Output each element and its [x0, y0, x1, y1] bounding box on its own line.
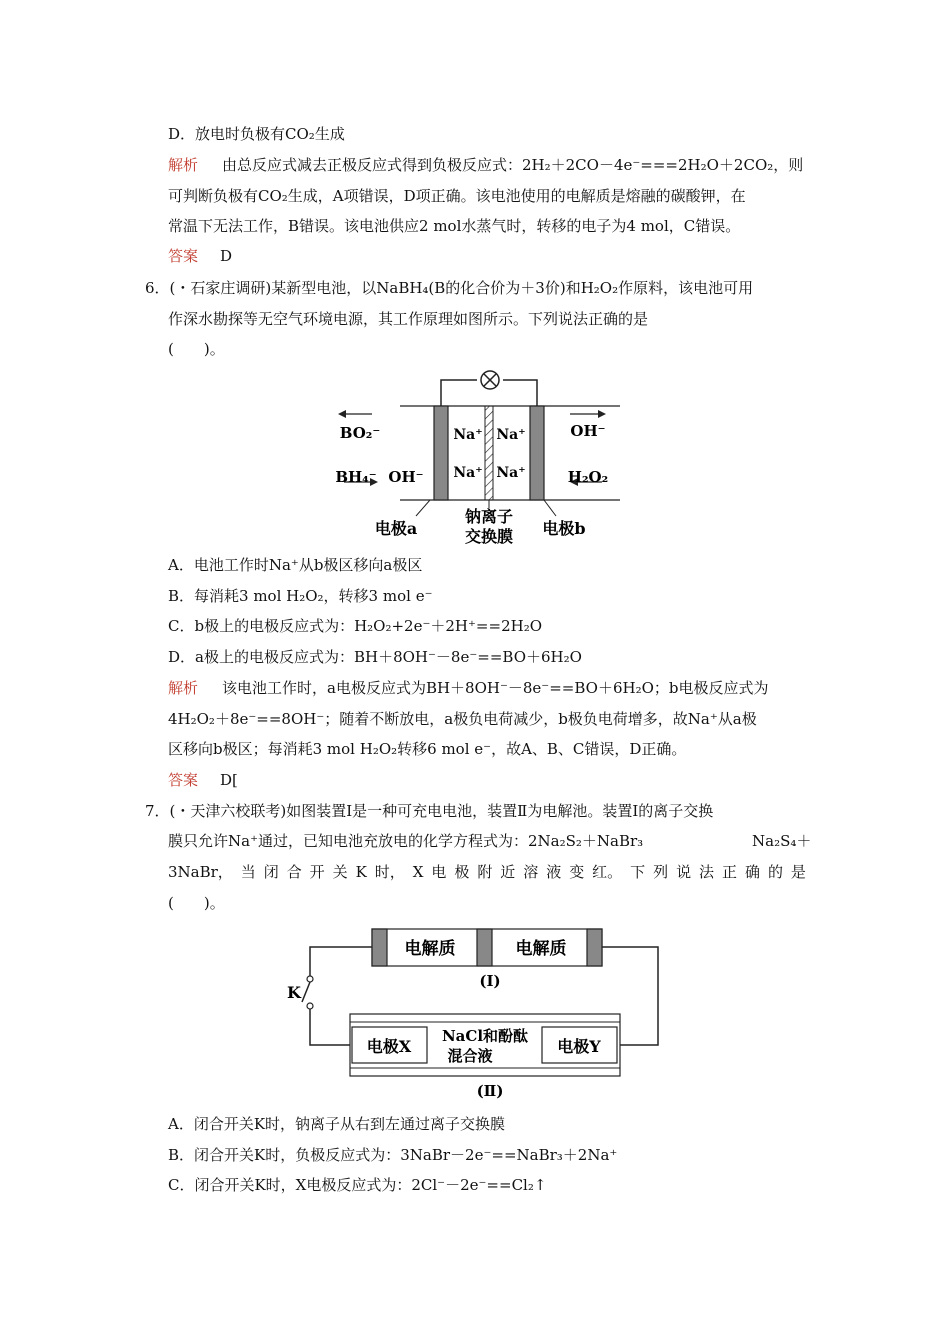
- na-ion-label: Na⁺: [496, 427, 526, 443]
- electrode-a-label: 电极a: [374, 519, 418, 538]
- word: 溶: [523, 863, 539, 881]
- q6-stem-line: ( )。: [168, 340, 225, 358]
- word: 电: [431, 863, 447, 881]
- word: 附: [477, 863, 493, 881]
- word: 开: [309, 863, 325, 881]
- na-ion-label: Na⁺: [496, 465, 526, 481]
- word: 时，: [374, 863, 405, 881]
- q6-option: B．每消耗3 mol H₂O₂，转移3 mol e⁻: [168, 587, 433, 605]
- q5-analysis-line: 可判断负极有CO₂生成，A项错误，D项正确。该电池使用的电解质是熔融的碳酸钾，在: [168, 187, 746, 205]
- q7-option: B．闭合开关K时，负极反应式为：3NaBr－2e⁻==NaBr₃＋2Na⁺: [168, 1146, 618, 1164]
- q6-option: C．b极上的电极反应式为：H₂O₂+2e⁻＋2H⁺==2H₂O: [168, 617, 543, 635]
- q6-analysis-line: 4H₂O₂＋8e⁻==8OH⁻；随着不断放电，a极负电荷减少，b极负电荷增多，故Na⁺从a极: [168, 710, 757, 728]
- q6-option: D．a极上的电极反应式为：BH＋8OH⁻－8e⁻==BO＋6H₂O: [168, 648, 582, 666]
- left-oh-ion: OH⁻: [388, 468, 424, 486]
- q5-answer-label: 答案: [168, 247, 199, 265]
- membrane-bar: [485, 406, 493, 500]
- electrode-y-label: 电极Y: [557, 1037, 601, 1056]
- word: 确: [744, 863, 760, 881]
- na-ion-label: Na⁺: [453, 427, 483, 443]
- q6-battery-diagram: [330, 370, 630, 550]
- q7-option: A．闭合开关K时，钠离子从右到左通过离子交换膜: [168, 1115, 506, 1133]
- lamp-icon: [481, 371, 499, 389]
- q6-analysis-line: 该电池工作时，a电极反应式为BH＋8OH⁻－8e⁻==BO＋6H₂O；b电极反应式为: [222, 679, 769, 697]
- electrolyte-right-label: 电解质: [515, 939, 567, 959]
- q6-answer: D[: [220, 771, 238, 789]
- electrode-b-bar: [530, 406, 544, 500]
- q6-answer-label: 答案: [168, 771, 199, 789]
- word: 法: [699, 863, 715, 881]
- q6-analysis-line: 区移向b极区；每消耗3 mol H₂O₂转移6 mol e⁻，故A、B、C错误，D正确。: [168, 740, 687, 758]
- word: X: [412, 863, 424, 881]
- q7-stem-line: ( )。: [168, 894, 225, 912]
- q6-analysis-label: 解析: [168, 679, 199, 697]
- q6-stem-line: 作深水勘探等无空气环境电源，其工作原理如图所示。下列说法正确的是: [168, 310, 649, 328]
- q7-stem-line3: [168, 862, 806, 882]
- word: 正: [722, 863, 738, 881]
- q5-answer: D: [220, 247, 233, 265]
- q7-stem-line: 膜只允许Na⁺通过，已知电池充放电的化学方程式为：2Na₂S₂＋NaBr₃: [168, 832, 644, 850]
- left-bottom-ion: BH₄⁻: [335, 468, 377, 486]
- electrode-b-label: 电极b: [542, 519, 586, 538]
- membrane-label-line2: 交换膜: [464, 527, 514, 546]
- electrode-x-label: 电极X: [366, 1037, 412, 1056]
- right-top-ion: OH⁻: [570, 422, 606, 440]
- word: K: [355, 863, 367, 881]
- word: 液: [546, 863, 562, 881]
- word: 当: [240, 863, 256, 881]
- word: 闭: [263, 863, 279, 881]
- q6-option: A．电池工作时Na⁺从b极区移向a极区: [168, 556, 423, 574]
- solution-label-line2: 混合液: [447, 1047, 493, 1065]
- membrane-label-line1: 钠离子: [464, 507, 514, 526]
- word: 关: [332, 863, 348, 881]
- switch-k-label: K: [287, 983, 301, 1002]
- switch-k-icon: [302, 976, 313, 1009]
- device-2-label: (Ⅱ): [476, 1082, 504, 1100]
- q6-stem-line: 6．(・石家庄调研)某新型电池，以NaBH₄(B的化合价为＋3价)和H₂O₂作原料，该电池可用: [145, 279, 754, 297]
- word: 列: [653, 863, 669, 881]
- electrode-a-bar: [434, 406, 448, 500]
- word: 下: [630, 863, 646, 881]
- word: 变: [569, 863, 585, 881]
- q5-analysis-line: 由总反应式减去正极反应式得到负极反应式：2H₂＋2CO－4e⁻===2H₂O＋2CO₂，则: [222, 156, 804, 174]
- na-ion-label: Na⁺: [453, 465, 483, 481]
- right-bottom-ion: H₂O₂: [567, 468, 609, 486]
- word: 是: [790, 863, 806, 881]
- word: 红。: [592, 863, 623, 881]
- electrolyte-left-label: 电解质: [404, 939, 456, 959]
- solution-label-line1: NaCl和酚酞: [441, 1027, 529, 1045]
- left-top-ion: BO₂⁻: [339, 424, 381, 442]
- q5-option-d: D．放电时负极有CO₂生成: [168, 125, 345, 143]
- q5-analysis-label: 解析: [168, 156, 199, 174]
- q5-analysis-line: 常温下无法工作，B错误。该电池供应2 mol水蒸气时，转移的电子为4 mol，C错误。: [168, 217, 741, 235]
- word: 近: [500, 863, 516, 881]
- word: 3NaBr，: [168, 863, 233, 881]
- word: 极: [454, 863, 470, 881]
- q7-circuit-diagram: [280, 924, 670, 1109]
- q7-stem-line: 7．(・天津六校联考)如图装置Ⅰ是一种可充电电池，装置Ⅱ为电解池。装置Ⅰ的离子交换: [145, 802, 714, 820]
- q7-option: C．闭合开关K时，X电极反应式为：2Cl⁻－2e⁻==Cl₂↑: [168, 1176, 547, 1194]
- word: 合: [286, 863, 302, 881]
- q7-stem-line: Na₂S₄＋: [752, 832, 812, 850]
- word: 说: [676, 863, 692, 881]
- device-1-label: (Ⅰ): [479, 972, 501, 990]
- word: 的: [767, 863, 783, 881]
